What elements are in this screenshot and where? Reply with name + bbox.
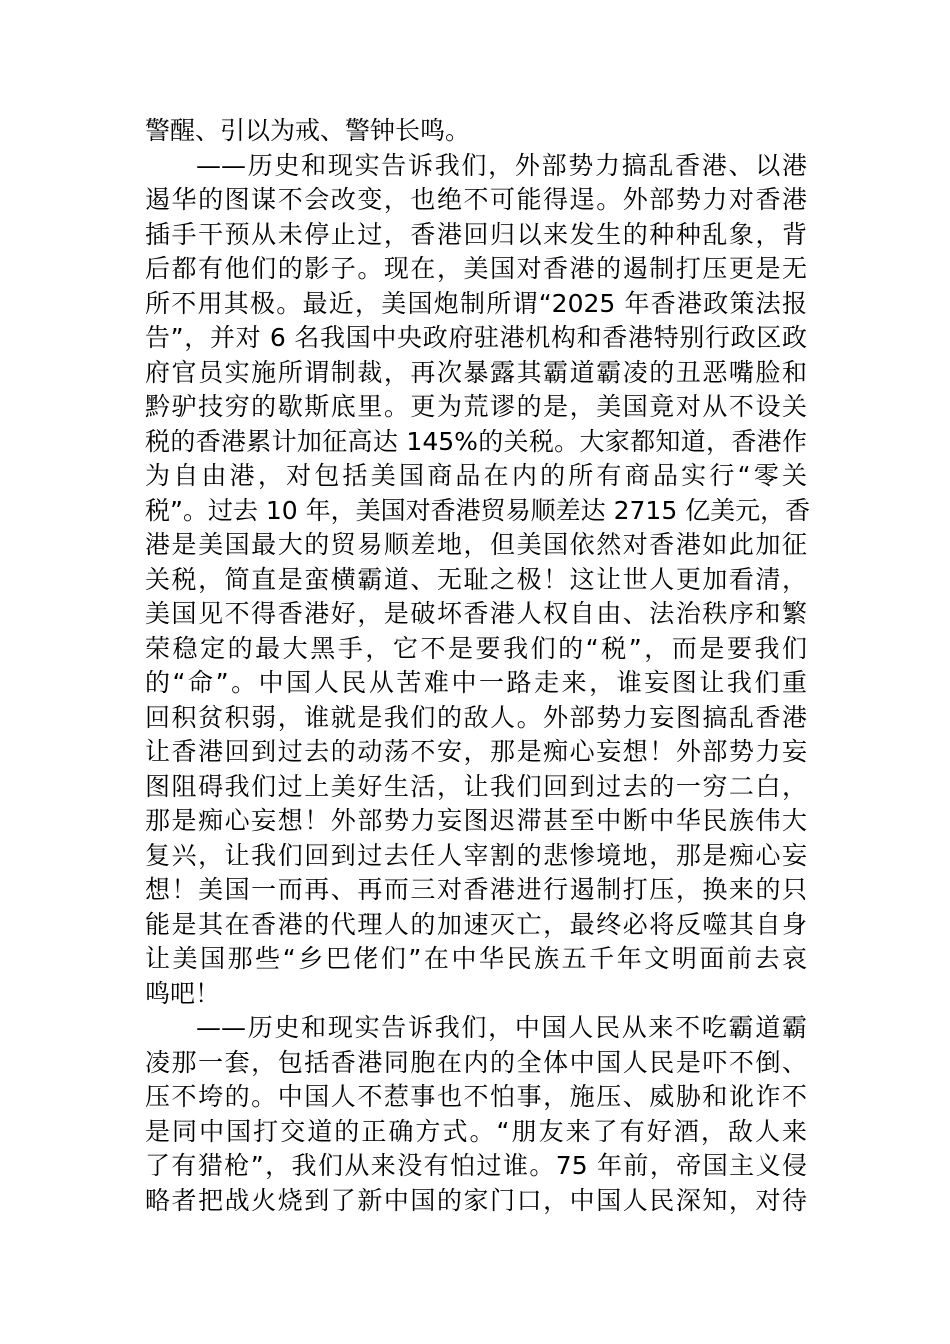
text-line: 是同中国打交道的正确方式。“朋友来了有好酒，敌人来 xyxy=(145,1116,807,1146)
document-body xyxy=(145,114,811,1218)
text-line: 让香港回到过去的动荡不安，那是痴心妄想！外部势力妄 xyxy=(145,737,807,766)
text-line: 遏华的图谋不会改变，也绝不可能得逞。外部势力对香港 xyxy=(145,185,807,214)
text-line: 回积贫积弱，谁就是我们的敌人。外部势力妄图搞乱香港 xyxy=(145,702,807,732)
text-line: 警醒、引以为戒、警钟长鸣。 xyxy=(145,116,471,145)
text-line: 凌那一套，包括香港同胞在内的全体中国人民是吓不倒、 xyxy=(145,1047,807,1077)
text-line: 为自由港，对包括美国商品在内的所有商品实行“零关 xyxy=(145,461,807,490)
text-line: 图阻碍我们过上美好生活，让我们回到过去的一穷二白， xyxy=(145,771,807,801)
text-line: 那是痴心妄想！外部势力妄图迟滞甚至中断中华民族伟大 xyxy=(145,806,807,835)
text-line: 了有猎枪”，我们从来没有怕过谁。75 年前，帝国主义侵 xyxy=(145,1151,807,1180)
text-line: 复兴，让我们回到过去任人宰割的悲惨境地，那是痴心妄 xyxy=(145,840,807,870)
text-line: 的“命”。中国人民从苦难中一路走来，谁妄图让我们重 xyxy=(145,668,807,697)
text-line: 港是美国最大的贸易顺差地，但美国依然对香港如此加征 xyxy=(145,530,807,559)
text-line: 税”。过去 10 年，美国对香港贸易顺差达 2715 亿美元，香 xyxy=(145,495,811,525)
text-line: 所不用其极。最近，美国炮制所谓“2025 年香港政策法报 xyxy=(145,288,807,318)
text-line: ——历史和现实告诉我们，外部势力搞乱香港、以港 xyxy=(196,150,807,180)
text-line: 略者把战火烧到了新中国的家门口，中国人民深知，对待 xyxy=(145,1185,807,1215)
text-line: 府官员实施所谓制裁，再次暴露其霸道霸凌的丑恶嘴脸和 xyxy=(145,357,807,387)
text-line: 压不垮的。中国人不惹事也不怕事，施压、威胁和讹诈不 xyxy=(145,1082,807,1111)
text-line: 想！美国一而再、再而三对香港进行遏制打压，换来的只 xyxy=(145,875,807,904)
text-line: 让美国那些“乡巴佬们”在中华民族五千年文明面前去哀 xyxy=(145,944,807,973)
text-line: 美国见不得香港好，是破坏香港人权自由、法治秩序和繁 xyxy=(145,599,807,628)
text-line: 税的香港累计加征高达 145%的关税。大家都知道，香港作 xyxy=(145,426,807,456)
text-line: 鸣吧！ xyxy=(145,978,221,1008)
text-line: 关税，简直是蛮横霸道、无耻之极！这让世人更加看清， xyxy=(145,564,807,594)
text-line: 黔驴技穷的歇斯底里。更为荒谬的是，美国竟对从不设关 xyxy=(145,392,807,421)
text-line: 插手干预从未停止过，香港回归以来发生的种种乱象，背 xyxy=(145,219,807,249)
text-line: 后都有他们的影子。现在，美国对香港的遏制打压更是无 xyxy=(145,254,807,283)
text-line: ——历史和现实告诉我们，中国人民从来不吃霸道霸 xyxy=(196,1013,807,1042)
text-line: 告”，并对 6 名我国中央政府驻港机构和香港特别行政区政 xyxy=(145,323,807,352)
text-line: 荣稳定的最大黑手，它不是要我们的“税”，而是要我们 xyxy=(145,633,807,663)
text-line: 能是其在香港的代理人的加速灭亡，最终必将反噬其自身 xyxy=(145,909,807,939)
